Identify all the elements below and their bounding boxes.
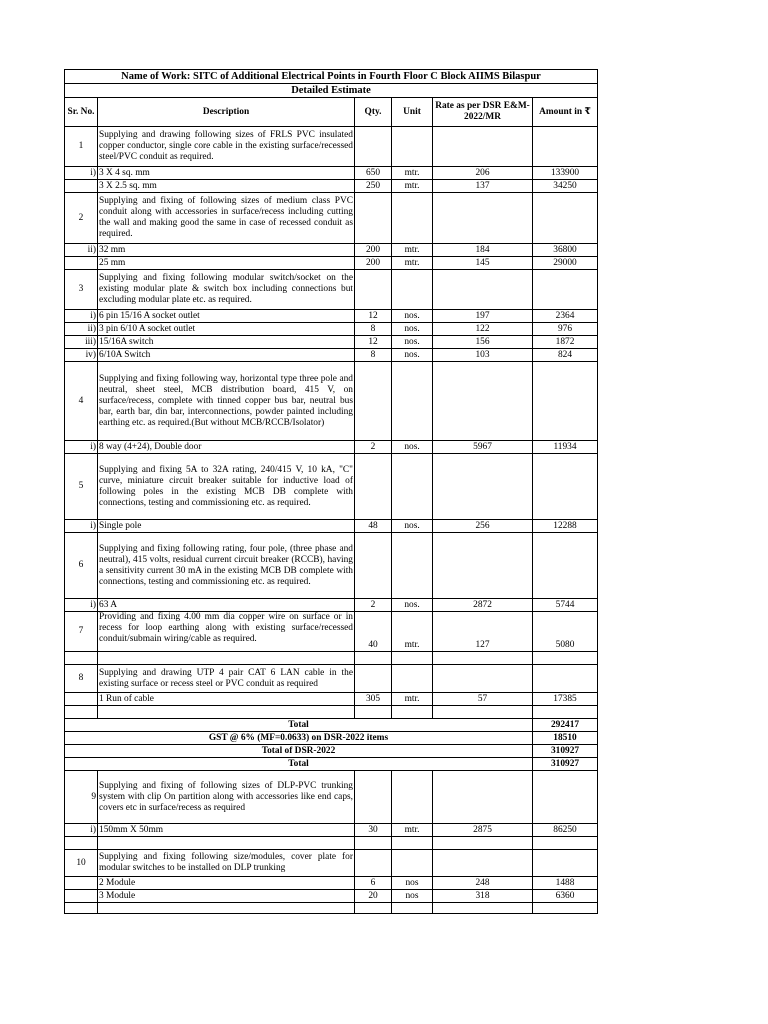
amount-value: 6360 (533, 890, 598, 903)
work-title: Name of Work: SITC of Additional Electrical Points in Fourth Floor C Block AIIMS Bilaspur (65, 70, 598, 84)
unit-value: mtr. (392, 824, 433, 837)
unit-value: nos. (392, 349, 433, 362)
item-number: 5 (65, 454, 98, 520)
estimate-table (64, 69, 598, 914)
sub-item-row (65, 441, 598, 454)
sub-item-index: ii) (65, 244, 98, 257)
header-amount: Amount in ₹ (533, 98, 598, 127)
unit-value: nos. (392, 520, 433, 533)
item-description: Supplying and fixing of following sizes of DLP-PVC trunking system with clip On partition along with accessories like end caps, covers etc in surface/recess as required (98, 771, 355, 824)
sub-item-row (65, 257, 598, 270)
total-row (65, 719, 598, 732)
item-description: Supplying and fixing following size/modules, cover plate for modular switches to be installed on DLP trunking (98, 850, 355, 877)
sub-item-description: 3 pin 6/10 A socket outlet (98, 323, 355, 336)
dsr-total-value: 310927 (533, 745, 598, 758)
qty-value: 8 (355, 323, 392, 336)
qty-value: 48 (355, 520, 392, 533)
sub-item-description: 6/10A Switch (98, 349, 355, 362)
unit-value: nos. (392, 323, 433, 336)
sub-item-row (65, 180, 598, 193)
unit-value: nos. (392, 599, 433, 612)
sub-item-description: 32 mm (98, 244, 355, 257)
amount-value: 1872 (533, 336, 598, 349)
header-row (65, 98, 598, 127)
rate-value: 2875 (433, 824, 533, 837)
qty-value: 40 (355, 612, 392, 652)
item-number: 1 (65, 127, 98, 167)
unit-value: mtr. (392, 244, 433, 257)
sub-item-description: 3 Module (98, 890, 355, 903)
grand-total-row (65, 758, 598, 771)
sub-item-description: 3 X 4 sq. mm (98, 167, 355, 180)
dsr-total-label: Total of DSR-2022 (65, 745, 533, 758)
sub-item-index: i) (65, 520, 98, 533)
sub-item-index: iv) (65, 349, 98, 362)
item-row (65, 612, 598, 652)
sub-item-index: i) (65, 441, 98, 454)
sub-item-description: 63 A (98, 599, 355, 612)
header-srno: Sr. No. (65, 98, 98, 127)
rate-value: 57 (433, 693, 533, 706)
amount-value: 824 (533, 349, 598, 362)
sub-item-row (65, 599, 598, 612)
rate-value: 103 (433, 349, 533, 362)
rate-value: 145 (433, 257, 533, 270)
item-number: 9 (65, 771, 98, 824)
rate-value: 127 (433, 612, 533, 652)
item-number: 10 (65, 850, 98, 877)
amount-value: 12288 (533, 520, 598, 533)
sub-item-index: i) (65, 310, 98, 323)
sub-item-index (65, 257, 98, 270)
amount-value: 5080 (533, 612, 598, 652)
unit-value: mtr. (392, 257, 433, 270)
qty-value: 30 (355, 824, 392, 837)
rate-value: 156 (433, 336, 533, 349)
qty-value: 8 (355, 349, 392, 362)
item-row (65, 193, 598, 244)
qty-value: 2 (355, 441, 392, 454)
sub-item-row (65, 244, 598, 257)
item-row (65, 771, 598, 824)
sub-item-row (65, 877, 598, 890)
sub-item-index: ii) (65, 323, 98, 336)
rate-value: 197 (433, 310, 533, 323)
sub-item-description: 6 pin 15/16 A socket outlet (98, 310, 355, 323)
rate-value: 184 (433, 244, 533, 257)
qty-value: 6 (355, 877, 392, 890)
header-unit: Unit (392, 98, 433, 127)
rate-value: 137 (433, 180, 533, 193)
amount-value: 976 (533, 323, 598, 336)
sub-item-index: iii) (65, 336, 98, 349)
qty-value: 20 (355, 890, 392, 903)
amount-value: 2364 (533, 310, 598, 323)
item-number: 8 (65, 665, 98, 693)
amount-value: 11934 (533, 441, 598, 454)
sub-item-index (65, 890, 98, 903)
sub-item-index (65, 693, 98, 706)
sub-item-description: 8 way (4+24), Double door (98, 441, 355, 454)
sub-item-row (65, 824, 598, 837)
qty-value: 200 (355, 257, 392, 270)
qty-value: 12 (355, 310, 392, 323)
item-description: Supplying and fixing following way, horizontal type three pole and neutral, sheet steel, MCB distribution board, 415 V, on surface/recess, complete with tinned copper bus bar, neutral bus bar, earth bar, din bar, interconnections, powder painted including earthing etc. as required.(But without MCB/RCCB/Isolator) (98, 362, 355, 441)
gst-row (65, 732, 598, 745)
item-description: Supplying and fixing following rating, four pole, (three phase and neutral), 415 volts, residual current circuit breaker (RCCB), having a sensitivity current 30 mA in the existing MCB DB complete with connections, testing and commissioning etc. as required. (98, 533, 355, 599)
amount-value: 34250 (533, 180, 598, 193)
sub-item-description: 2 Module (98, 877, 355, 890)
grand-total-value: 310927 (533, 758, 598, 771)
item-number: 6 (65, 533, 98, 599)
unit-value: nos (392, 890, 433, 903)
item-number: 2 (65, 193, 98, 244)
sub-item-row (65, 167, 598, 180)
blank-row (65, 903, 598, 914)
rate-value: 122 (433, 323, 533, 336)
unit-value: nos. (392, 310, 433, 323)
amount-value: 133900 (533, 167, 598, 180)
sub-item-row (65, 310, 598, 323)
sub-item-row (65, 336, 598, 349)
item-row (65, 533, 598, 599)
sub-item-row (65, 890, 598, 903)
dsr-total-row (65, 745, 598, 758)
estimate-subtitle: Detailed Estimate (65, 84, 598, 98)
sub-item-row (65, 349, 598, 362)
rate-value: 2872 (433, 599, 533, 612)
sub-item-description: 150mm X 50mm (98, 824, 355, 837)
item-row (65, 665, 598, 693)
sub-item-index: i) (65, 599, 98, 612)
gst-label: GST @ 6% (MF=0.0633) on DSR-2022 items (65, 732, 533, 745)
header-qty: Qty. (355, 98, 392, 127)
total-value: 292417 (533, 719, 598, 732)
sub-item-description: 3 X 2.5 sq. mm (98, 180, 355, 193)
qty-value: 305 (355, 693, 392, 706)
qty-value: 200 (355, 244, 392, 257)
item-row (65, 270, 598, 310)
sub-item-index: i) (65, 167, 98, 180)
rate-value: 206 (433, 167, 533, 180)
unit-value: mtr. (392, 180, 433, 193)
unit-value: mtr. (392, 612, 433, 652)
sub-item-index (65, 877, 98, 890)
rate-value: 318 (433, 890, 533, 903)
item-row (65, 454, 598, 520)
sub-item-description: 15/16A switch (98, 336, 355, 349)
unit-value: nos. (392, 336, 433, 349)
rate-value: 5967 (433, 441, 533, 454)
item-description: Supplying and drawing UTP 4 pair CAT 6 LAN cable in the existing surface or recess steel or PVC conduit as required (98, 665, 355, 693)
total-label: Total (65, 719, 533, 732)
unit-value: nos. (392, 441, 433, 454)
qty-value: 250 (355, 180, 392, 193)
blank-row (65, 837, 598, 850)
amount-value: 86250 (533, 824, 598, 837)
rate-value: 248 (433, 877, 533, 890)
gst-value: 18510 (533, 732, 598, 745)
rate-value: 256 (433, 520, 533, 533)
amount-value: 17385 (533, 693, 598, 706)
header-rate: Rate as per DSR E&M-2022/MR (433, 98, 533, 127)
sub-item-index (65, 180, 98, 193)
item-description: Supplying and fixing 5A to 32A rating, 240/415 V, 10 kA, "C" curve, miniature circuit breaker suitable for inductive load of following poles in the existing MCB DB complete with connections, testing and commissioning etc. as required. (98, 454, 355, 520)
item-description: Supplying and drawing following sizes of FRLS PVC insulated copper conductor, single core cable in the existing surface/recessed steel/PVC conduit as required. (98, 127, 355, 167)
unit-value: nos (392, 877, 433, 890)
item-number: 4 (65, 362, 98, 441)
unit-value: mtr. (392, 167, 433, 180)
amount-value: 36800 (533, 244, 598, 257)
amount-value: 29000 (533, 257, 598, 270)
item-description: Providing and fixing 4.00 mm dia copper wire on surface or in recess for loop earthing along with existing surface/recessed conduit/submain wiring/cable as required. (98, 612, 355, 652)
sub-item-description: Single pole (98, 520, 355, 533)
amount-value: 1488 (533, 877, 598, 890)
blank-row (65, 706, 598, 719)
item-row (65, 127, 598, 167)
item-description: Supplying and fixing following modular switch/socket on the existing modular plate & switch box including connections but excluding modular plate etc. as required. (98, 270, 355, 310)
item-row (65, 850, 598, 877)
qty-value: 650 (355, 167, 392, 180)
sub-item-description: 1 Run of cable (98, 693, 355, 706)
sub-item-description: 25 mm (98, 257, 355, 270)
grand-total-label: Total (65, 758, 533, 771)
unit-value: mtr. (392, 693, 433, 706)
item-number: 3 (65, 270, 98, 310)
header-description: Description (98, 98, 355, 127)
sub-item-index: i) (65, 824, 98, 837)
sub-item-row (65, 323, 598, 336)
item-number: 7 (65, 612, 98, 652)
item-row (65, 362, 598, 441)
amount-value: 5744 (533, 599, 598, 612)
item-description: Supplying and fixing of following sizes of medium class PVC conduit along with accessories in surface/recess including cutting the wall and making good the same in case of recessed conduit as required. (98, 193, 355, 244)
sub-item-row (65, 693, 598, 706)
qty-value: 2 (355, 599, 392, 612)
sub-item-row (65, 520, 598, 533)
qty-value: 12 (355, 336, 392, 349)
blank-row (65, 652, 598, 665)
